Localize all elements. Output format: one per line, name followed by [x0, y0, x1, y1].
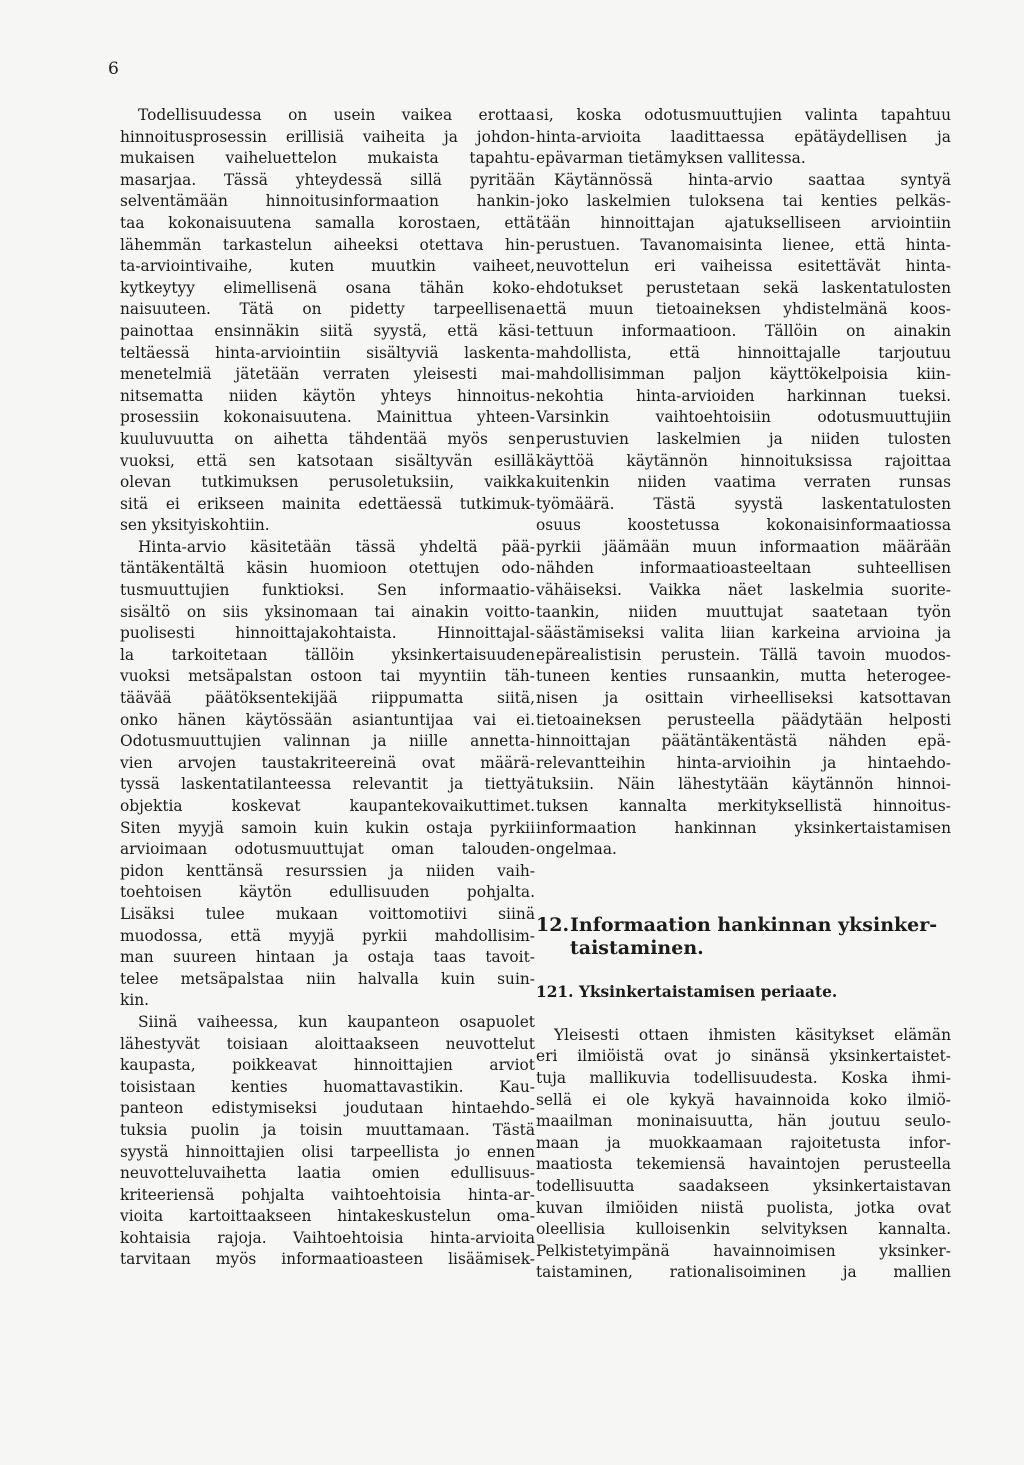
text-line: vuoksi metsäpalstan ostoon tai myyntiin täh-: [120, 667, 535, 686]
text-line: täävää päätöksentekijää riippumatta siitä,: [120, 689, 535, 708]
text-line: masarjaa. Tässä yhteydessä sillä pyritään: [120, 170, 535, 189]
text-line: pidon kenttänsä resurssien ja niiden vaih-: [120, 861, 535, 880]
text-line: tään hinnoittajan ajatukselliseen arviointiin: [536, 213, 951, 232]
text-line: vien arvojen taustakriteereinä ovat määrä-: [120, 753, 535, 772]
text-line: muodossa, että myyjä pyrkii mahdollisim-: [120, 926, 535, 945]
text-line: työmäärä. Tästä syystä laskentatulosten: [536, 494, 951, 513]
text-line: menetelmiä jätetään verraten yleisesti mai-: [120, 365, 535, 384]
section-number: 12.: [536, 913, 570, 936]
spacer: [536, 861, 951, 883]
text-line: maatiosta tekemiensä havaintojen perusteella: [536, 1155, 951, 1174]
text-line: joko laskelmien tuloksena tai kenties pelkäs-: [536, 192, 951, 211]
text-line: nekohtia hinta-arvioiden harkinnan tueksi.: [536, 386, 951, 405]
text-line: Todellisuudessa on usein vaikea erottaa: [138, 106, 535, 124]
text-line: että muun tietoaineksen yhdistelmänä koos-: [536, 300, 951, 319]
text-line: tuneen kenties runsaankin, mutta heterogee-: [536, 667, 951, 686]
text-line: tettuun informaatioon. Tällöin on ainakin: [536, 321, 951, 340]
text-line: Varsinkin vaihtoehtoisiin odotusmuuttujiin: [536, 408, 951, 427]
right-text-column: [536, 105, 951, 1284]
text-line: lähemmän tarkastelun aiheeksi otettava hin-: [120, 235, 535, 254]
text-line: ta-arviointivaihe, kuten muutkin vaiheet,: [120, 257, 535, 276]
text-line: objektia koskevat kaupantekovaikuttimet.: [120, 797, 535, 815]
section-title-line-1: Informaation hankinnan yksinker-: [570, 913, 938, 936]
section-title-line-2: taistaminen.: [570, 936, 704, 959]
text-line: prosessiin kokonaisuutena. Mainittua yhteen-: [120, 408, 535, 427]
text-line: ongelmaa.: [536, 840, 617, 859]
text-line: kriteeriensä pohjalta vaihtoehtoisia hinta-ar-: [120, 1185, 535, 1204]
text-line: selventämään hinnoitusinformaation hankin-: [120, 192, 535, 211]
text-line: perustuen. Tavanomaisinta lienee, että hinta-: [536, 235, 951, 254]
page-number: 6: [108, 59, 119, 79]
text-line: Odotusmuuttujien valinnan ja niille annetta-: [120, 732, 535, 751]
spacer: [536, 1003, 951, 1025]
text-line: arvioimaan odotusmuuttujat oman talouden-: [120, 840, 535, 859]
text-line: neuvottelun eri vaiheissa esitettävät hinta-: [536, 257, 951, 276]
text-line: tuksen kannalta merkityksellistä hinnoitus-: [536, 797, 951, 815]
spacer: [536, 960, 951, 982]
text-line: sen yksityiskohtiin.: [120, 516, 270, 535]
text-line: neuvotteluvaihetta laatia omien edullisuus-: [120, 1164, 535, 1183]
text-line: man suureen hintaan ja ostaja taas tavoit-: [120, 948, 535, 967]
text-line: hinnoitusprosessin erillisiä vaiheita ja johdon-: [120, 127, 535, 146]
text-line: Lisäksi tulee mukaan voittomotiivi siinä: [120, 904, 535, 923]
text-line: sitä ei erikseen mainita edettäessä tutkimuk-: [120, 494, 535, 513]
text-line: mahdollisimman paljon käyttökelpoisia kiin-: [536, 365, 951, 384]
text-line: nähden informaatioasteeltaan suhteellisen: [536, 559, 951, 578]
text-line: sellä ei ole kykyä havainnoida koko ilmiö-: [536, 1090, 951, 1109]
text-line: Käytännössä hinta-arvio saattaa syntyä: [554, 170, 951, 189]
text-line: Pelkistetyimpänä havainnoimisen yksinker-: [536, 1241, 951, 1260]
text-line: kuvan ilmiöiden niistä puolista, jotka ovat: [536, 1198, 951, 1217]
text-line: vuoksi, että sen katsotaan sisältyvän esillä: [120, 451, 535, 470]
text-line: kin.: [120, 991, 150, 1010]
text-line: kuitenkin niiden vaatima verraten runsas: [536, 473, 951, 492]
text-line: nitsematta niiden käytön yhteys hinnoitus-: [120, 386, 535, 405]
text-line: panteon edistymiseksi joudutaan hintaehdo-: [120, 1099, 535, 1118]
text-line: säästämiseksi valita liian karkeina arvioina ja: [536, 624, 951, 643]
text-line: hinta-arvioita laadittaessa epätäydellisen ja: [536, 127, 951, 146]
spacer: [536, 882, 951, 904]
text-line: nisen ja osittain virheelliseksi katsottavan: [536, 689, 951, 708]
text-line: mahdollista, että hinnoittajalle tarjoutuu: [536, 343, 951, 362]
text-line: toehtoisen käytön edullisuuden pohjalta.: [120, 883, 535, 902]
text-line: täntäkentältä käsin huomioon otettujen odo-: [120, 559, 535, 578]
subsection-heading: 121. Yksinkertaistamisen periaate.: [536, 982, 838, 1001]
text-line: tyssä laskentatilanteessa relevantit ja tiettyä: [120, 775, 535, 794]
text-line: mukaisen vaiheluettelon mukaista tapahtu-: [120, 149, 535, 168]
text-line: todellisuutta saadakseen yksinkertaistavan: [536, 1176, 951, 1195]
text-line: puolisesti hinnoittajakohtaista. Hinnoittajal-: [120, 624, 535, 643]
text-line: kaupasta, poikkeavat hinnoittajien arviot: [120, 1056, 535, 1075]
text-line: syystä hinnoittajien olisi tarpeellista jo ennen: [120, 1142, 535, 1161]
text-line: vähäiseksi. Vaikka näet laskelmia suorite-: [536, 581, 951, 600]
text-line: la tarkoitetaan tällöin yksinkertaisuuden: [120, 645, 535, 664]
text-line: Hinta-arvio käsitetään tässä yhdeltä pää-: [138, 537, 535, 556]
text-line: taa kokonaisuutena samalla korostaen, että: [120, 213, 535, 232]
text-line: tuksiin. Näin lähestytään käytännön hinnoi-: [536, 775, 951, 794]
text-line: taankin, niiden muuttujat saatetaan työn: [536, 602, 951, 621]
text-line: teltäessä hinta-arviointiin sisältyviä laskenta-: [120, 343, 535, 362]
text-line: Siten myyjä samoin kuin kukin ostaja pyrkii: [120, 818, 535, 837]
text-line: kuuluvuutta on aihetta tähdentää myös sen: [120, 429, 535, 448]
text-line: telee metsäpalstaa niin halvalla kuin suin-: [120, 969, 535, 988]
text-line: tuksia puolin ja toisin muuttamaan. Tästä: [120, 1120, 535, 1139]
text-line: epävarman tietämyksen vallitessa.: [536, 149, 806, 168]
text-line: osuus koostetussa kokonaisinformaatiossa: [536, 516, 951, 535]
text-line: tusmuuttujien funktioksi. Sen informaatio-: [120, 581, 535, 600]
text-line: Siinä vaiheessa, kun kaupanteon osapuolet: [138, 1012, 535, 1031]
text-line: kohtaisia rajoja. Vaihtoehtoisia hinta-arvioita: [120, 1228, 535, 1247]
section-heading: [536, 914, 951, 960]
text-line: hinnoittajan päätäntäkentästä nähden epä-: [536, 732, 951, 751]
text-line: pyrkii jäämään muun informaation määrään: [536, 537, 951, 556]
text-line: ehdotukset perustetaan sekä laskentatulosten: [536, 278, 951, 297]
text-line: vioita kartoittaakseen hintakeskustelun oma-: [120, 1207, 535, 1226]
text-line: tietoaineksen perusteella päädytään helposti: [536, 710, 951, 729]
text-line: lähestyvät toisiaan aloittaakseen neuvottelut: [120, 1034, 535, 1053]
text-line: relevantteihin hinta-arvioihin ja hintaehdo-: [536, 753, 951, 772]
text-line: kytkeytyy elimellisenä osana tähän koko-: [120, 278, 535, 297]
text-line: painottaa ensinnäkin siitä syystä, että käsi-: [120, 321, 535, 340]
text-line: epärealistisin perustein. Tällä tavoin muodos-: [536, 645, 951, 664]
text-line: taistaminen, rationalisoiminen ja mallien: [536, 1263, 951, 1282]
text-line: eri ilmiöistä ovat jo sinänsä yksinkertaistet-: [536, 1047, 951, 1066]
text-line: maan ja muokkaamaan rajoitetusta infor-: [536, 1133, 951, 1152]
text-line: olevan tutkimuksen perusoletuksiin, vaikka: [120, 473, 535, 492]
text-line: Yleisesti ottaen ihmisten käsitykset elämän: [554, 1025, 951, 1044]
text-line: maailman moninaisuutta, hän joutuu seulo-: [536, 1112, 951, 1131]
text-line: tarvitaan myös informaatioasteen lisäämisek-: [120, 1250, 535, 1269]
left-text-column: [120, 105, 535, 1271]
text-line: tuja mallikuvia todellisuudesta. Koska ihmi-: [536, 1068, 951, 1087]
text-line: toisistaan kenties huomattavastikin. Kau-: [120, 1077, 535, 1096]
text-line: naisuuteen. Tätä on pidetty tarpeellisena: [120, 300, 535, 319]
text-line: informaation hankinnan yksinkertaistamisen: [536, 818, 951, 837]
spacer: [536, 904, 951, 914]
text-line: onko hänen käytössään asiantuntijaa vai ei.: [120, 710, 535, 729]
text-line: perustuvien laskelmien ja niiden tulosten: [536, 429, 951, 448]
text-line: si, koska odotusmuuttujien valinta tapahtuu: [536, 106, 951, 124]
text-line: sisältö on siis yksinomaan tai ainakin voitto-: [120, 602, 535, 621]
text-line: käyttöä käytännön hinnoituksissa rajoittaa: [536, 451, 951, 470]
text-line: oleellisia kulloisenkin selvityksen kannalta.: [536, 1220, 951, 1239]
